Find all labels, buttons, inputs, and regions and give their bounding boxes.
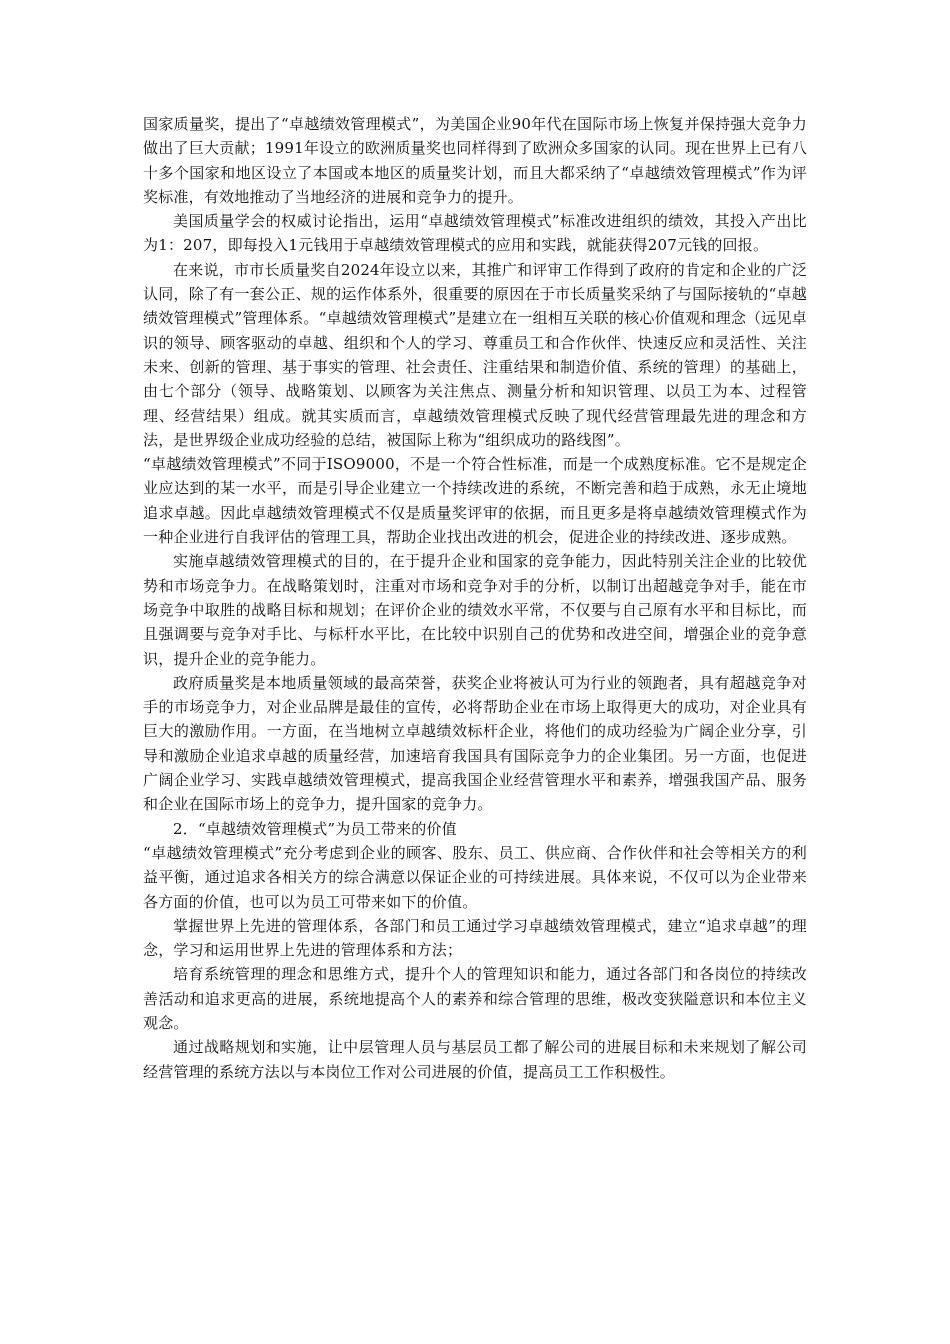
paragraph-advanced-management: 掌握世界上先进的管理体系，各部门和员工通过学习卓越绩效管理模式，建立“追求卓越”的理念，学习和运用世界上先进的管理体系和方法； (143, 916, 807, 960)
paragraph-iso9000-comparison: “卓越绩效管理模式”不同于ISO9000，不是一个符合性标准，而是一个成熟度标准。它不是规定企业应达到的某一水平，而是引导企业建立一个持续改进的系统，不断完善和趋于成熟，永无止境地追求卓越。因此卓越绩效管理模式不仅是质量奖评审的依据，而且更多是将卓越绩效管理模式作为一种企业进行自我评估的管理工具，帮助企业找出改进的机会，促进企业的持续改进、逐步成熟。 (143, 455, 807, 547)
section-heading-employee-value: 2．“卓越绩效管理模式”为员工带来的价值 (173, 819, 457, 838)
paragraph-stakeholder-balance: “卓越绩效管理模式”充分考虑到企业的顾客、股东、员工、供应商、合作伙伴和社会等相关方的利益平衡，通过追求各相关方的综合满意以保证企业的可持续进展。具体来说，不仅可以为企业带来各方面的价值，也可以为员工可带来如下的价值。 (143, 843, 807, 911)
paragraph-systematic-thinking: 培育系统管理的理念和思维方式，提升个人的管理知识和能力，通过各部门和各岗位的持续改善活动和追求更高的进展，系统地提高个人的素养和综合管理的思维，极改变狭隘意识和本位主义观念。 (143, 965, 807, 1032)
document-body (143, 112, 807, 1084)
paragraph-government-award: 政府质量奖是本地质量领域的最高荣誉，获奖企业将被认可为行业的领跑者，具有超越竞争对手的市场竞争力，对企业品牌是最佳的宣传，必将帮助企业在市场上取得更大的成功，对企业具有巨大的激励作用。一方面，在当地树立卓越绩效标杆企业，将他们的成功经验为广阔企业分享，引导和激励企业追求卓越的质量经营，加速培育我国具有国际竞争力的企业集团。另一方面，也促进广阔企业学习、实践卓越绩效管理模式，提高我国企业经营管理水平和素养，增强我国产品、服务和企业在国际市场上的竞争力，提升国家的竞争力。 (143, 673, 807, 814)
paragraph-strategic-planning: 通过战略规划和实施，让中层管理人员与基层员工都了解公司的进展目标和未来规划了解公司经营管理的系统方法以与本岗位工作对公司进展的价值，提高员工工作积极性。 (143, 1038, 807, 1081)
paragraph-quality-award-history: 国家质量奖，提出了“卓越绩效管理模式”，为美国企业90年代在国际市场上恢复并保持强大竞争力做出了巨大贡献；1991年设立的欧洲质量奖也同样得到了欧洲众多国家的认同。现在世界上已有八十多个国家和地区设立了本国或本地区的质量奖计划，而且大都采纳了“卓越绩效管理模式”作为评奖标准，有效地推动了当地经济的进展和竞争力的提升。 (143, 115, 807, 206)
paragraph-mayor-award: 在来说，市市长质量奖自2024年设立以来，其推广和评审工作得到了政府的肯定和企业的广泛认同，除了有一套公正、规的运作体系外，很重要的原因在于市长质量奖采纳了与国际接轨的“卓越绩效管理模式”管理体系。“卓越绩效管理模式”是建立在一组相互关联的核心价值观和理念（远见卓识的领导、顾客驱动的卓越、组织和个人的学习、尊重员工和合作伙伴、快速反应和灵活性、关注未来、创新的管理、基于事实的管理、社会责任、注重结果和制造价值、系统的管理）的基础上，由七个部分（领导、战略策划、以顾客为关注焦点、测量分析和知识管理、以员工为本、过程管理、经营结果）组成。就其实质而言，卓越绩效管理模式反映了现代经营管理最先进的理念和方法，是世界级企业成功经验的总结，被国际上称为“组织成功的路线图”。 (143, 260, 807, 449)
paragraph-roi: 美国质量学会的权威讨论指出，运用“卓越绩效管理模式”标准改进组织的绩效，其投入产出比为1：207，即每投入1元钱用于卓越绩效管理模式的应用和实践，就能获得207元钱的回报。 (143, 212, 807, 255)
paragraph-competitiveness: 实施卓越绩效管理模式的目的，在于提升企业和国家的竞争能力，因此特别关注企业的比较优势和市场竞争力。在战略策划时，注重对市场和竞争对手的分析，以制订出超越竞争对手，能在市场竞争中取胜的战略目标和规划；在评价企业的绩效水平常，不仅要与自己原有水平和目标比，而且强调要与竞争对手比、与标杆水平比，在比较中识别自己的优势和改进空间，增强企业的竞争意识，提升企业的竞争能力。 (143, 552, 807, 668)
